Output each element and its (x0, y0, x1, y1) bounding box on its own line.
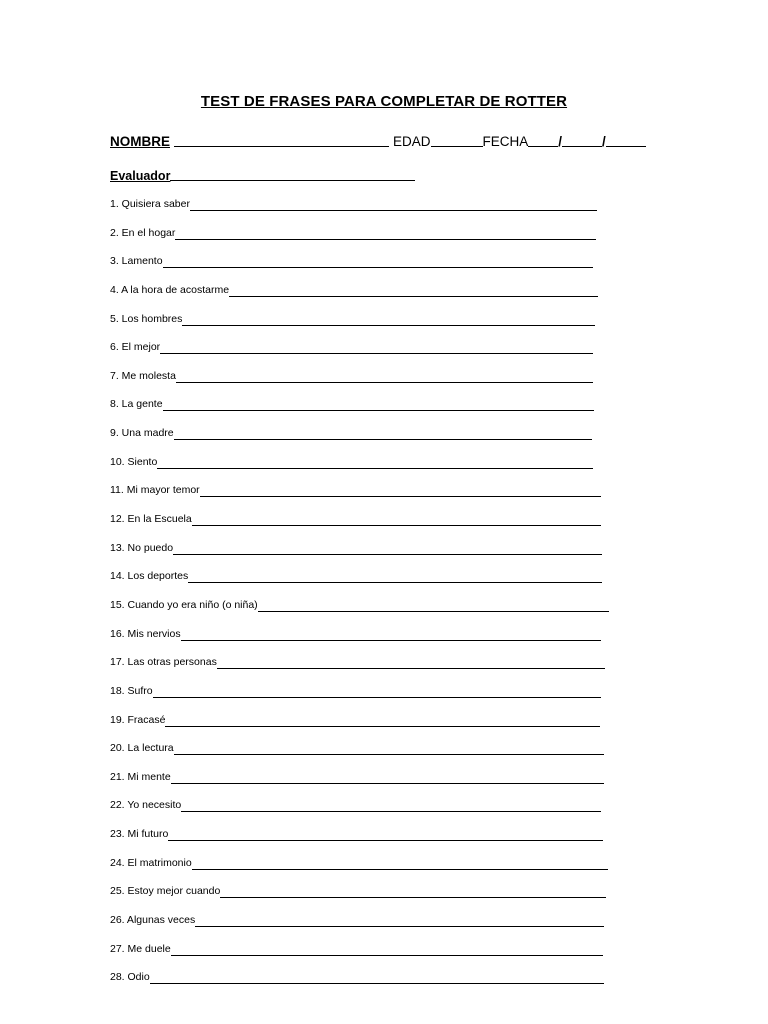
fecha-month-field[interactable] (562, 132, 602, 147)
sentence-item (110, 798, 630, 827)
sentence-stem: 18. Sufro (110, 684, 153, 697)
sentence-stem: 3. Lamento (110, 255, 163, 268)
sentence-stem: 1. Quisiera saber (110, 198, 190, 210)
evaluador-label: Evaluador (110, 169, 171, 183)
sentence-item (110, 770, 630, 799)
sentence-item (110, 455, 630, 484)
sentence-stem: 11. Mi mayor temor (110, 484, 200, 497)
sentence-item (110, 913, 630, 942)
sentence-stem: 2. En el hogar (110, 226, 176, 239)
sentence-stem: 17. Las otras personas (110, 656, 217, 669)
sentence-item (110, 226, 630, 255)
sentence-item (110, 970, 630, 999)
edad-label: EDAD (393, 134, 431, 149)
fecha-year-field[interactable] (606, 132, 646, 147)
fecha-label: FECHA (482, 134, 529, 149)
sentence-answer-line[interactable] (157, 455, 593, 469)
sentence-list (110, 197, 630, 999)
sentence-stem: 23. Mi futuro (110, 828, 169, 841)
sentence-stem: 10. Siento (110, 455, 158, 468)
sentence-item (110, 598, 630, 627)
sentence-stem: 4. A la hora de acostarme (110, 283, 230, 296)
sentence-answer-line[interactable] (190, 197, 597, 211)
sentence-stem: 8. La gente (110, 398, 163, 411)
sentence-item (110, 856, 630, 885)
sentence-stem: 6. El mejor (110, 341, 161, 354)
sentence-stem: 28. Odio (110, 971, 150, 984)
sentence-stem: 26. Algunas veces (110, 914, 196, 927)
sentence-answer-line[interactable] (182, 312, 595, 326)
sentence-item (110, 426, 630, 455)
sentence-item (110, 512, 630, 541)
sentence-item (110, 827, 630, 856)
sentence-stem: 25. Estoy mejor cuando (110, 885, 221, 898)
sentence-item (110, 541, 630, 570)
evaluador-field[interactable] (170, 166, 415, 181)
sentence-item (110, 397, 630, 426)
header-fields-row (110, 131, 646, 149)
sentence-stem: 20. La lectura (110, 742, 174, 755)
sentence-answer-line[interactable] (192, 856, 608, 870)
sentence-item (110, 655, 630, 684)
sentence-answer-line[interactable] (217, 655, 605, 669)
sentence-item (110, 312, 630, 341)
sentence-answer-line[interactable] (220, 884, 606, 898)
sentence-answer-line[interactable] (168, 827, 603, 841)
edad-field[interactable] (431, 132, 483, 147)
sentence-stem: 14. Los deportes (110, 570, 189, 583)
sentence-item (110, 283, 630, 312)
sentence-stem: 13. No puedo (110, 541, 174, 554)
sentence-answer-line[interactable] (163, 254, 593, 268)
sentence-answer-line[interactable] (174, 741, 604, 755)
sentence-item (110, 369, 630, 398)
document-title: TEST DE FRASES PARA COMPLETAR DE ROTTER (200, 93, 568, 110)
sentence-answer-line[interactable] (195, 913, 604, 927)
sentence-answer-line[interactable] (165, 713, 600, 727)
sentence-stem: 24. El matrimonio (110, 856, 192, 869)
date-separator-2: / (602, 134, 606, 149)
sentence-answer-line[interactable] (175, 226, 596, 240)
sentence-item (110, 627, 630, 656)
sentence-answer-line[interactable] (171, 942, 603, 956)
sentence-item (110, 483, 630, 512)
sentence-item (110, 569, 630, 598)
sentence-stem: 27. Me duele (110, 942, 171, 955)
sentence-item (110, 713, 630, 742)
sentence-item (110, 741, 630, 770)
sentence-stem: 21. Mi mente (110, 770, 171, 783)
sentence-answer-line[interactable] (188, 569, 602, 583)
sentence-item (110, 197, 630, 226)
sentence-item (110, 684, 630, 713)
sentence-stem: 16. Mis nervios (110, 627, 181, 640)
sentence-stem: 5. Los hombres (110, 312, 183, 325)
sentence-answer-line[interactable] (200, 483, 601, 497)
sentence-item (110, 254, 630, 283)
sentence-stem: 7. Me molesta (110, 369, 176, 382)
nombre-label: NOMBRE (110, 134, 170, 149)
sentence-answer-line[interactable] (192, 512, 601, 526)
sentence-item (110, 884, 630, 913)
sentence-answer-line[interactable] (181, 798, 601, 812)
sentence-stem: 12. En la Escuela (110, 513, 192, 526)
sentence-answer-line[interactable] (229, 283, 598, 297)
sentence-stem: 22. Yo necesito (110, 799, 182, 812)
sentence-answer-line[interactable] (173, 541, 602, 555)
sentence-item (110, 340, 630, 369)
sentence-answer-line[interactable] (176, 369, 593, 383)
sentence-answer-line[interactable] (163, 397, 594, 411)
nombre-field[interactable] (174, 132, 389, 147)
evaluador-row (110, 165, 415, 183)
sentence-answer-line[interactable] (181, 627, 601, 641)
sentence-stem: 9. Una madre (110, 427, 174, 440)
sentence-answer-line[interactable] (171, 770, 604, 784)
sentence-answer-line[interactable] (153, 684, 601, 698)
fecha-day-field[interactable] (528, 132, 558, 147)
sentence-answer-line[interactable] (150, 970, 604, 984)
sentence-answer-line[interactable] (258, 598, 609, 612)
sentence-stem: 15. Cuando yo era niño (o niña) (110, 598, 258, 611)
sentence-item (110, 942, 630, 971)
date-separator-1: / (558, 134, 563, 149)
sentence-stem: 19. Fracasé (110, 713, 166, 726)
sentence-answer-line[interactable] (160, 340, 593, 354)
sentence-answer-line[interactable] (174, 426, 592, 440)
